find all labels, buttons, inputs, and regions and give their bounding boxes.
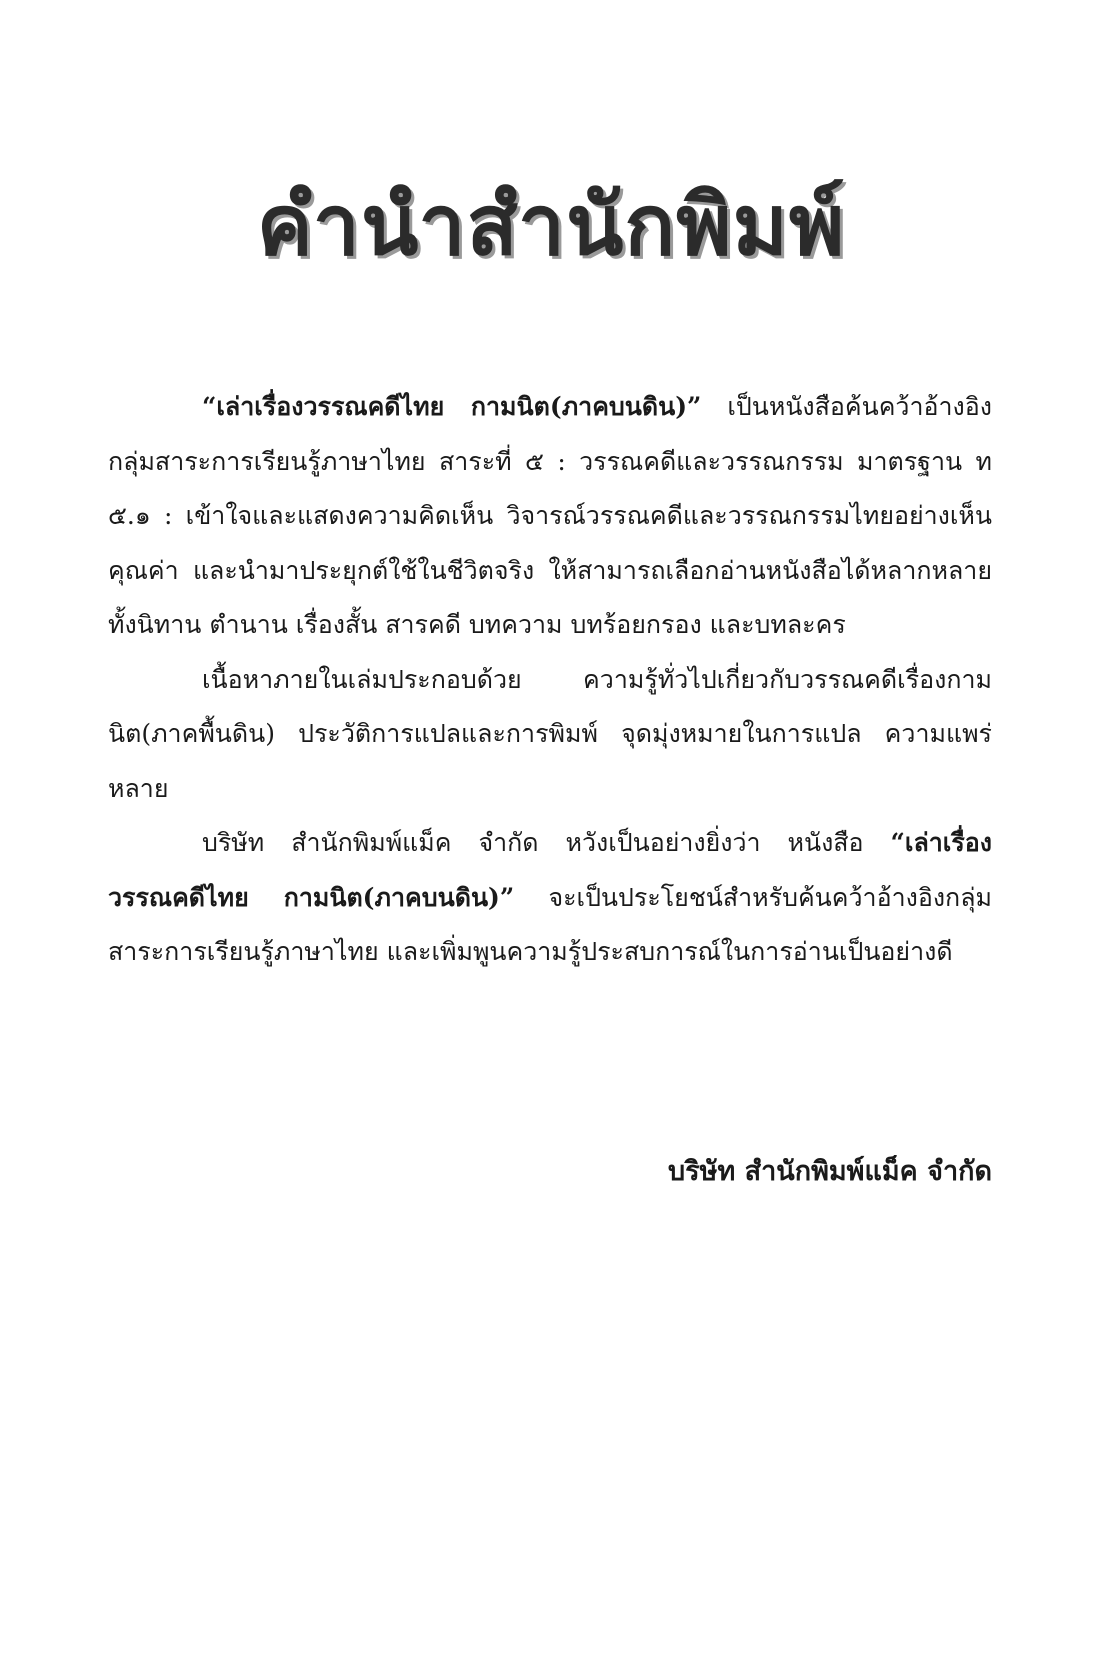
paragraph-3 bbox=[108, 816, 992, 980]
page-title: คำนำสำนักพิมพ์ bbox=[256, 176, 846, 274]
paragraph-2-text: เนื้อหาภายในเล่มประกอบด้วย ความรู้ทั่วไปเกี่ยวกับวรรณคดีเรื่องกามนิต(ภาคพื้นดิน) ประวัติการแปลและการพิมพ์ จุดมุ่งหมายในการแปล ความแพร่หลาย bbox=[108, 664, 992, 803]
publisher-signature: บริษัท สำนักพิมพ์แม็ค จำกัด bbox=[668, 1156, 992, 1187]
paragraph-1 bbox=[108, 380, 992, 653]
paragraph-1-text: เป็นหนังสือค้นคว้าอ้างอิงกลุ่มสาระการเรียนรู้ภาษาไทย สาระที่ ๕ : วรรณคดีและวรรณกรรม มาตรฐาน ท ๕.๑ : เข้าใจและแสดงความคิดเห็น วิจารณ์วรรณคดีและวรรณกรรมไทยอย่างเห็นคุณค่า และนำมาประยุกต์ใช้ในชีวิตจริง ให้สามารถเลือกอ่านหนังสือได้หลากหลาย ทั้งนิทาน ตำนาน เรื่องสั้น สารคดี บทความ บทร้อยกรอง และบทละคร bbox=[108, 392, 992, 639]
paragraph-2 bbox=[108, 653, 992, 817]
book-title-emphasis: “เล่าเรื่องวรรณคดีไทย กามนิต(ภาคบนดิน)” bbox=[108, 828, 992, 912]
paragraph-3-text-before: บริษัท สำนักพิมพ์แม็ค จำกัด หวังเป็นอย่างยิ่งว่า หนังสือ bbox=[202, 828, 891, 857]
preface-body bbox=[108, 380, 992, 980]
book-title-emphasis: “เล่าเรื่องวรรณคดีไทย กามนิต(ภาคบนดิน)” bbox=[202, 392, 702, 421]
paragraph-3-text-after: จะเป็นประโยชน์สำหรับค้นคว้าอ้างอิงกลุ่มสาระการเรียนรู้ภาษาไทย และเพิ่มพูนความรู้ประสบการณ์ในการอ่านเป็นอย่างดี bbox=[108, 882, 992, 966]
